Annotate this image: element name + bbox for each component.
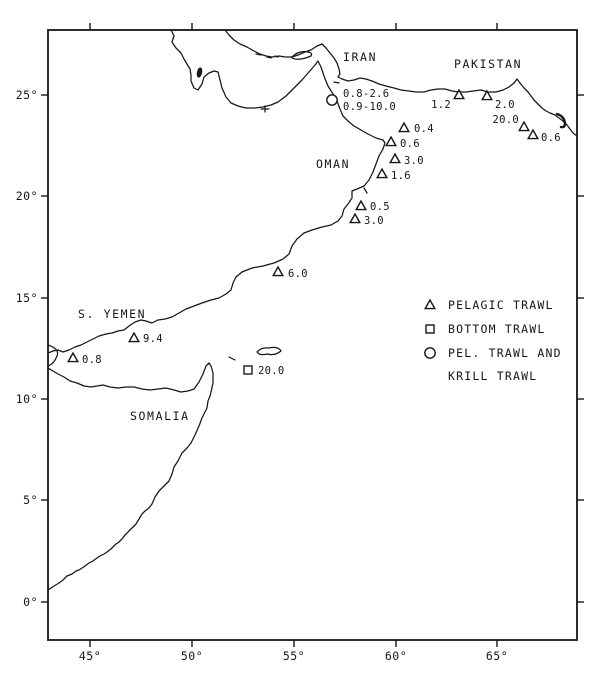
- country-label-s-yemen: S. YEMEN: [78, 307, 147, 321]
- lat-tick-label: 20°: [15, 189, 38, 203]
- legend-label-circle-line2: KRILL TRAWL: [448, 369, 538, 383]
- coastline-somalia: [48, 363, 213, 590]
- island-qeshm: [292, 52, 312, 60]
- station-marker-triangle: [356, 201, 366, 210]
- station-marker-triangle: [386, 137, 396, 146]
- lon-tick-label: 55°: [282, 649, 306, 663]
- station-marker-triangle: [519, 122, 529, 131]
- station-value: 1.6: [391, 170, 411, 182]
- station-value: 6.0: [288, 268, 308, 280]
- station-value: 3.0: [404, 155, 424, 167]
- legend-marker-square: [426, 325, 434, 333]
- legend-marker-triangle: [425, 300, 435, 309]
- island-small-gulf: [196, 67, 203, 78]
- lat-tick-label: 0°: [23, 595, 38, 609]
- station-marker-triangle: [377, 169, 387, 178]
- station-marker-triangle: [399, 123, 409, 132]
- country-label-iran: IRAN: [343, 50, 378, 64]
- station-value: 2.0: [495, 99, 515, 111]
- station-value-line2: 0.9-10.0: [343, 101, 396, 113]
- station-marker-triangle: [350, 214, 360, 223]
- station-value: 9.4: [143, 333, 163, 345]
- lon-tick-label: 65°: [485, 649, 509, 663]
- lon-tick-label: 50°: [180, 649, 204, 663]
- coastline-bab-el-mandeb: [48, 345, 58, 366]
- station-value: 1.2: [431, 99, 451, 111]
- coast-hook-karachi: [557, 114, 565, 127]
- legend-marker-circle: [425, 348, 435, 358]
- lon-tick-label: 45°: [78, 649, 102, 663]
- station-value: 20.0: [258, 365, 285, 377]
- island-socotra: [257, 347, 281, 354]
- station-value: 3.0: [364, 215, 384, 227]
- station-marker-triangle: [273, 267, 283, 276]
- coastline-arabia: [48, 30, 385, 353]
- station-marker-triangle: [68, 353, 78, 362]
- legend-label-square: BOTTOM TRAWL: [448, 322, 546, 336]
- legend-label-triangle: PELAGIC TRAWL: [448, 298, 554, 312]
- lon-tick-label: 60°: [384, 649, 408, 663]
- station-value: 0.8-2.6: [343, 88, 390, 100]
- legend: [425, 298, 562, 383]
- station-marker-triangle: [390, 154, 400, 163]
- legend-label-circle: PEL. TRAWL AND: [448, 346, 562, 360]
- country-label-oman: OMAN: [316, 157, 351, 171]
- lat-tick-label: 15°: [15, 291, 38, 305]
- station-marker-circle: [327, 95, 337, 105]
- lat-tick-label: 25°: [15, 88, 38, 102]
- lat-tick-label: 10°: [15, 392, 38, 406]
- station-marker-square: [244, 366, 252, 374]
- station-value: 0.5: [370, 201, 390, 213]
- lat-tick-label: 5°: [23, 493, 38, 507]
- station-value: 0.4: [414, 123, 434, 135]
- station-value: 0.6: [400, 138, 420, 150]
- station-value: 0.6: [541, 132, 561, 144]
- country-label-somalia: SOMALIA: [130, 409, 190, 423]
- station-value: 0.8: [82, 354, 102, 366]
- country-label-pakistan: PAKISTAN: [454, 57, 523, 71]
- station-marker-triangle: [129, 333, 139, 342]
- station-value: 20.0: [492, 114, 519, 126]
- coastline-iran-pakistan: [225, 30, 577, 136]
